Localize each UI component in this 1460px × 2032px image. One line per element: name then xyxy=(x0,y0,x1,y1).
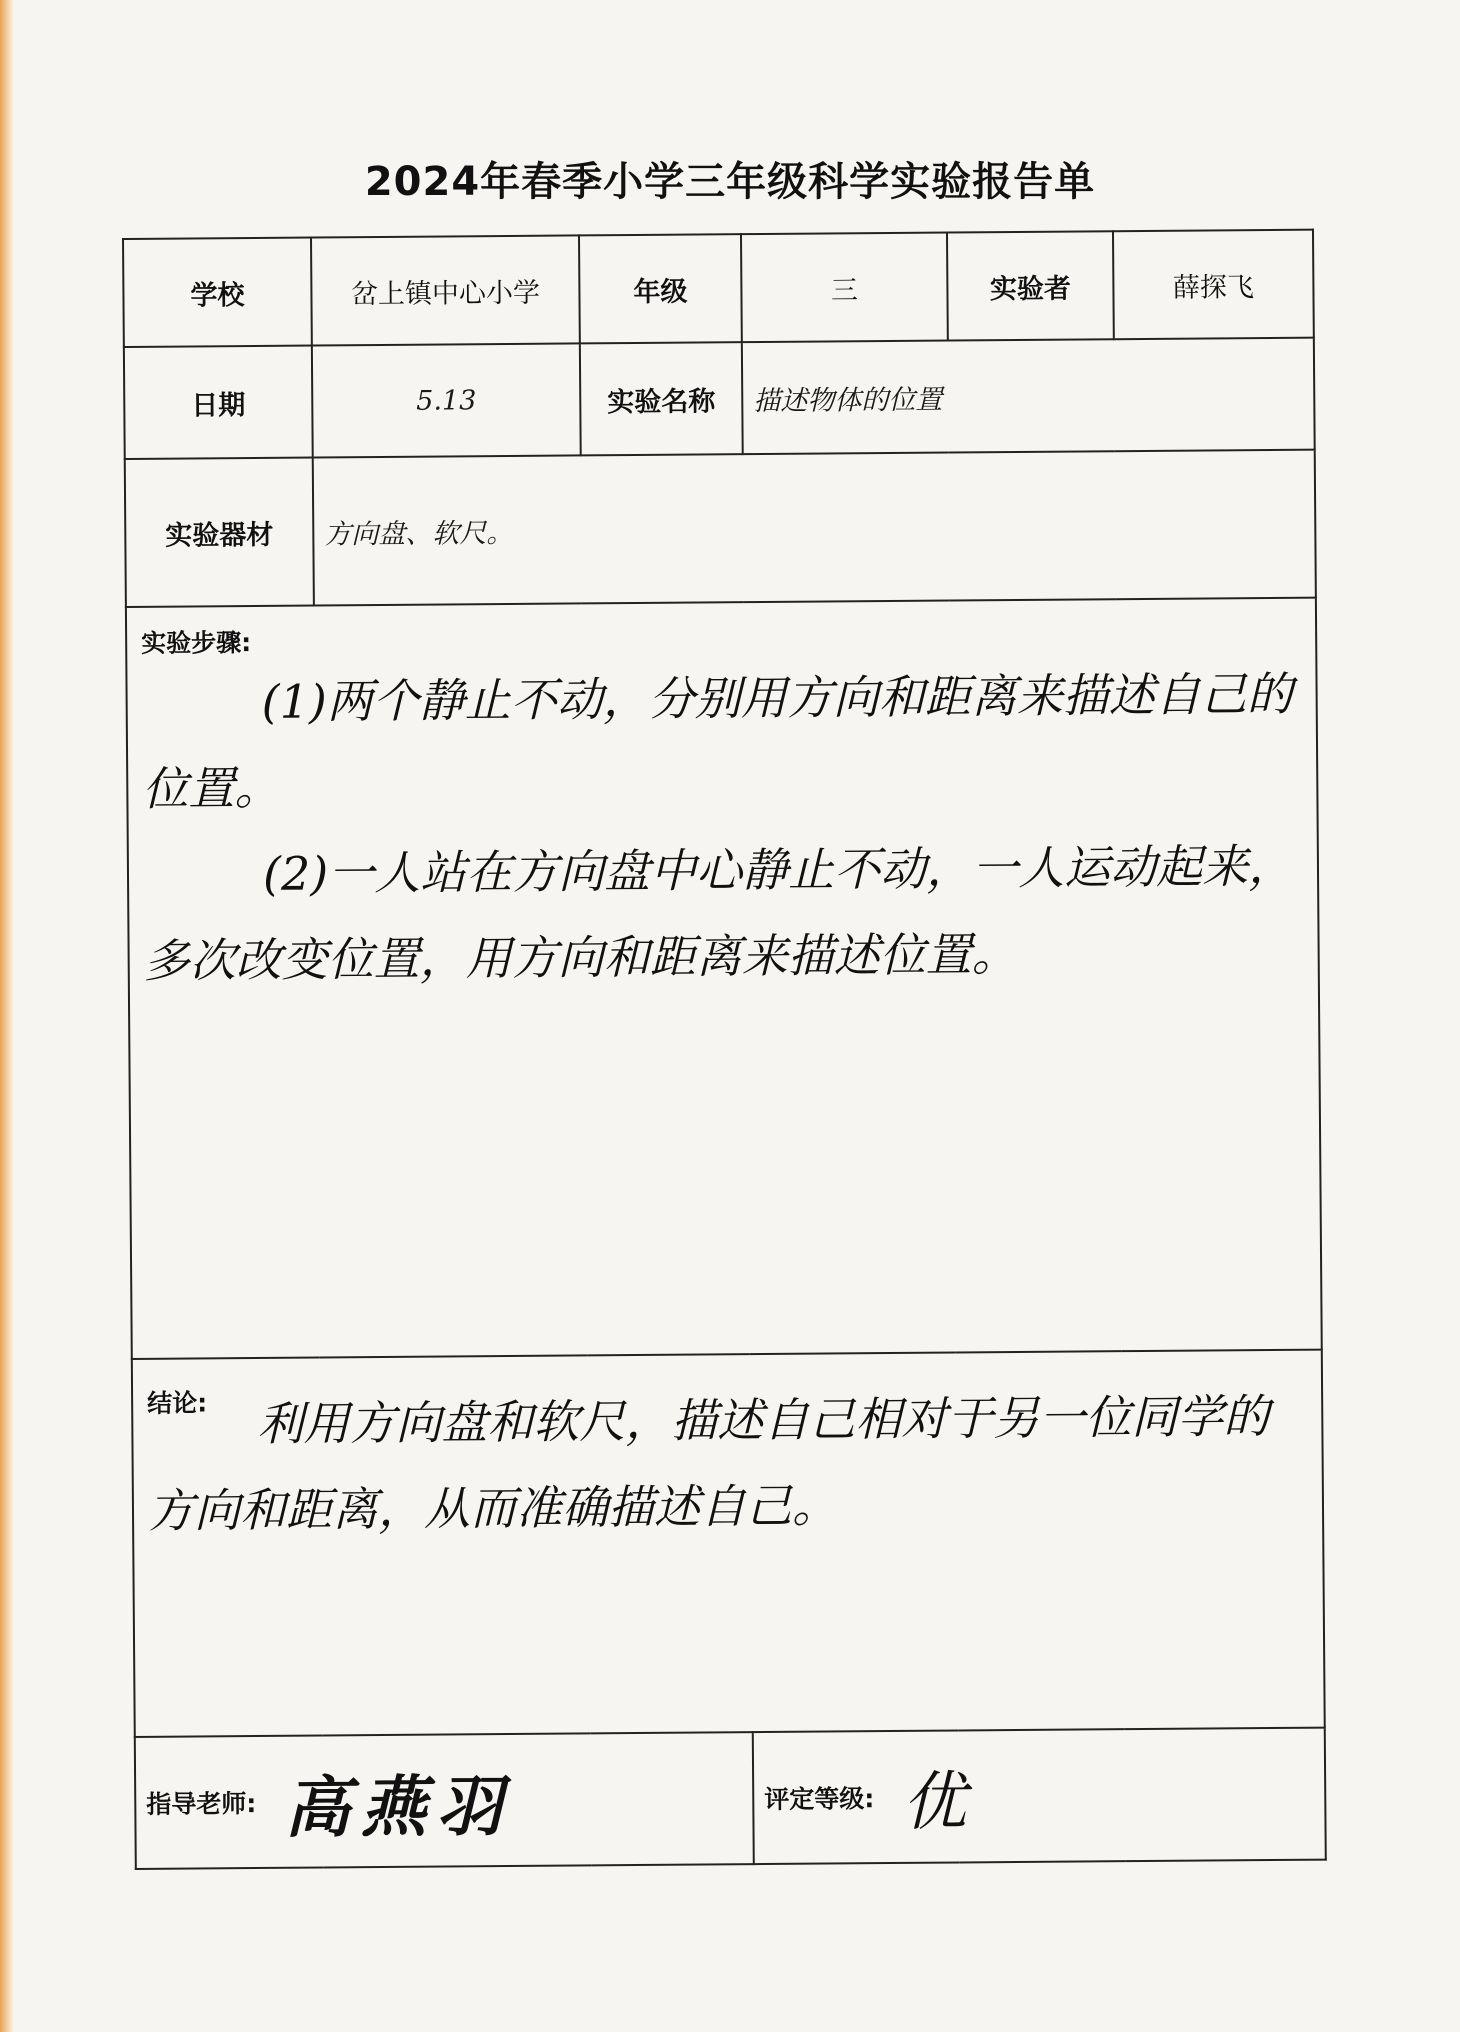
rating-value: 优 xyxy=(902,1765,967,1840)
exp-name-label: 实验名称 xyxy=(580,342,743,455)
report-table xyxy=(122,229,1327,1870)
school-label: 学校 xyxy=(123,238,312,347)
teacher-cell xyxy=(135,1732,754,1869)
conclusion-row xyxy=(132,1350,1325,1737)
conclusion-text: 利用方向盘和软尺，描述自己相对于另一位同学的方向和距离，从而准确描述自己。 xyxy=(147,1389,1270,1538)
rating-cell xyxy=(753,1728,1326,1864)
date-label: 日期 xyxy=(124,346,313,459)
report-form xyxy=(122,229,1325,1868)
grade-label: 年级 xyxy=(579,234,742,343)
step-1: (1)两个静止不动，分别用方向和距离来描述自己的位置。 xyxy=(142,666,1294,816)
grade-value: 三 xyxy=(741,233,948,343)
conclusion-label: 结论: xyxy=(147,1388,208,1418)
school-value: 岔上镇中心小学 xyxy=(311,235,580,345)
step-2: (2)一人站在方向盘中心静止不动，一人运动起来，多次改变位置，用方向和距离来描述位置。 xyxy=(143,838,1295,988)
steps-section xyxy=(126,598,1322,1359)
scan-edge-shadow xyxy=(0,0,14,2032)
info-row-2 xyxy=(124,338,1315,459)
experimenter-label: 实验者 xyxy=(947,231,1114,340)
teacher-signature: 高燕羽 xyxy=(284,1766,513,1847)
steps-label: 实验步骤: xyxy=(141,627,252,658)
experimenter-value: 薛探飞 xyxy=(1113,230,1314,340)
teacher-label: 指导老师: xyxy=(146,1788,257,1819)
info-row-1 xyxy=(123,230,1314,347)
conclusion-section xyxy=(132,1350,1325,1737)
footer-row xyxy=(135,1728,1326,1869)
materials-row xyxy=(125,450,1316,607)
document-title: 2024年春季小学三年级科学实验报告单 xyxy=(364,159,1096,205)
exp-name-value: 描述物体的位置 xyxy=(742,338,1315,454)
materials-value: 方向盘、软尺。 xyxy=(313,450,1316,606)
rating-label: 评定等级: xyxy=(764,1784,875,1815)
materials-label: 实验器材 xyxy=(125,458,314,607)
steps-row xyxy=(126,598,1322,1359)
date-value: 5.13 xyxy=(312,343,581,457)
